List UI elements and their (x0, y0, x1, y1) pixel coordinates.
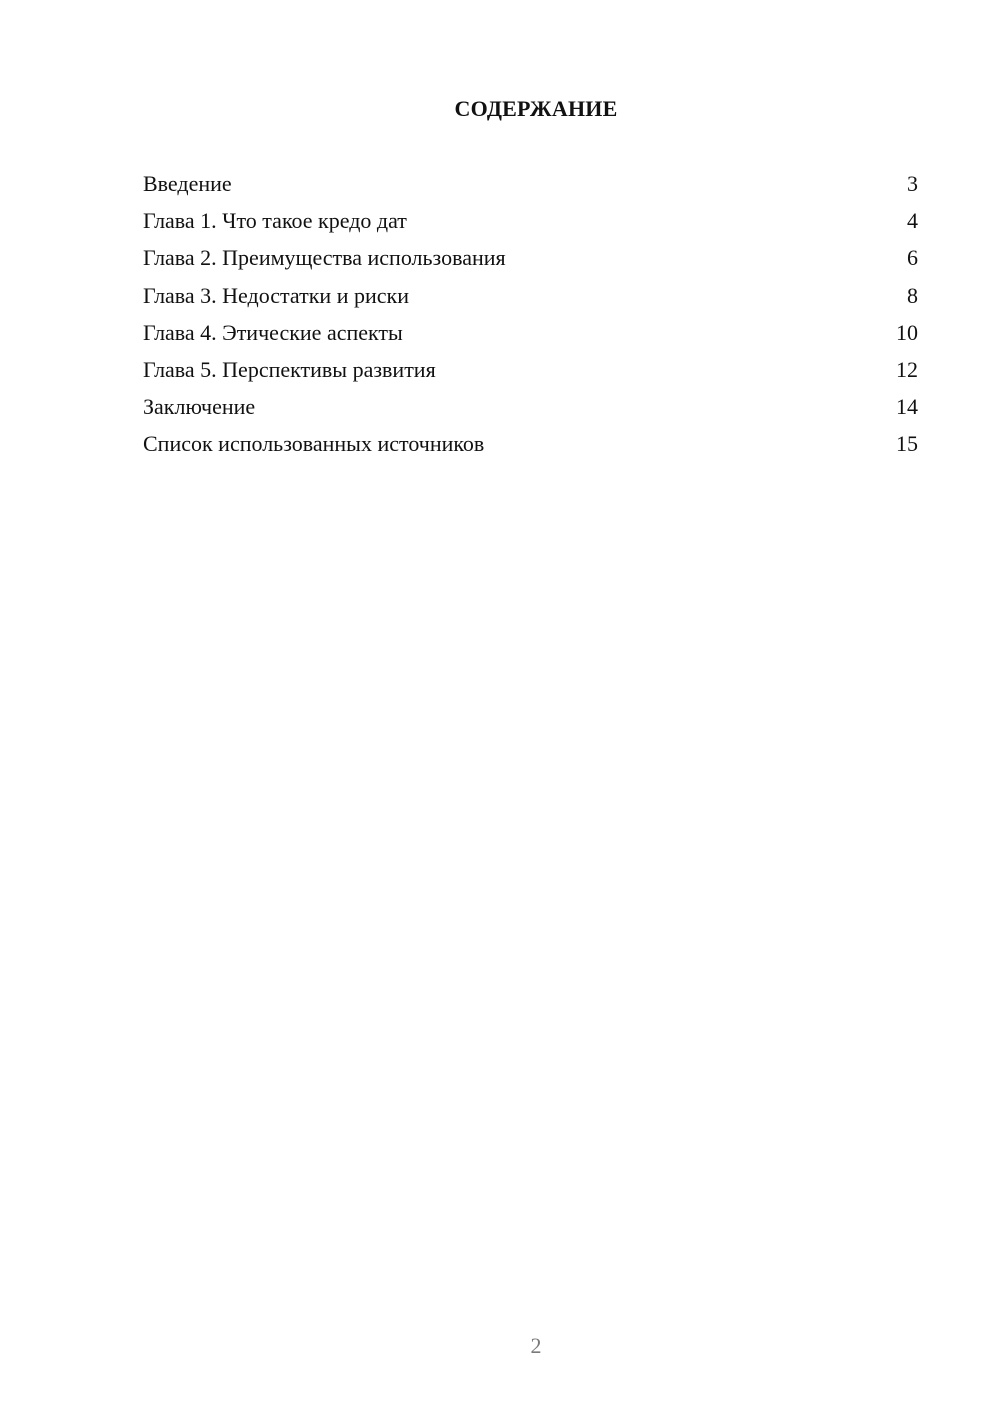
toc-entry-label: Глава 1. Что такое кредо дат (143, 208, 407, 234)
toc-entry (143, 206, 918, 243)
toc-entry (143, 392, 918, 429)
toc-entry-page: 4 (907, 208, 918, 234)
toc-entry (143, 318, 918, 355)
table-of-contents (143, 169, 918, 467)
toc-entry (143, 355, 918, 392)
toc-entry-page: 8 (907, 282, 918, 308)
toc-entry-label: Глава 5. Перспективы развития (143, 356, 436, 382)
toc-entry-page: 12 (896, 356, 918, 382)
toc-entry-label: Список использованных источников (143, 431, 485, 457)
toc-entry-page: 14 (896, 394, 918, 420)
toc-entry-page: 6 (907, 245, 918, 271)
toc-entry (143, 243, 918, 280)
toc-entry-label: Глава 4. Этические аспекты (143, 319, 403, 345)
toc-entry-label: Глава 3. Недостатки и риски (143, 282, 409, 308)
toc-entry (143, 169, 918, 206)
toc-entry-page: 10 (896, 319, 918, 345)
toc-entry-page: 15 (896, 431, 918, 457)
toc-entry-label: Введение (143, 171, 232, 196)
toc-entry-label: Глава 2. Преимущества использования (143, 245, 506, 271)
page-number: 2 (530, 1333, 542, 1358)
page-title: СОДЕРЖАНИЕ (454, 96, 618, 121)
toc-entry-page: 3 (907, 171, 918, 196)
toc-entry-label: Заключение (143, 394, 256, 420)
toc-entry (143, 281, 918, 318)
toc-entry (143, 429, 918, 466)
